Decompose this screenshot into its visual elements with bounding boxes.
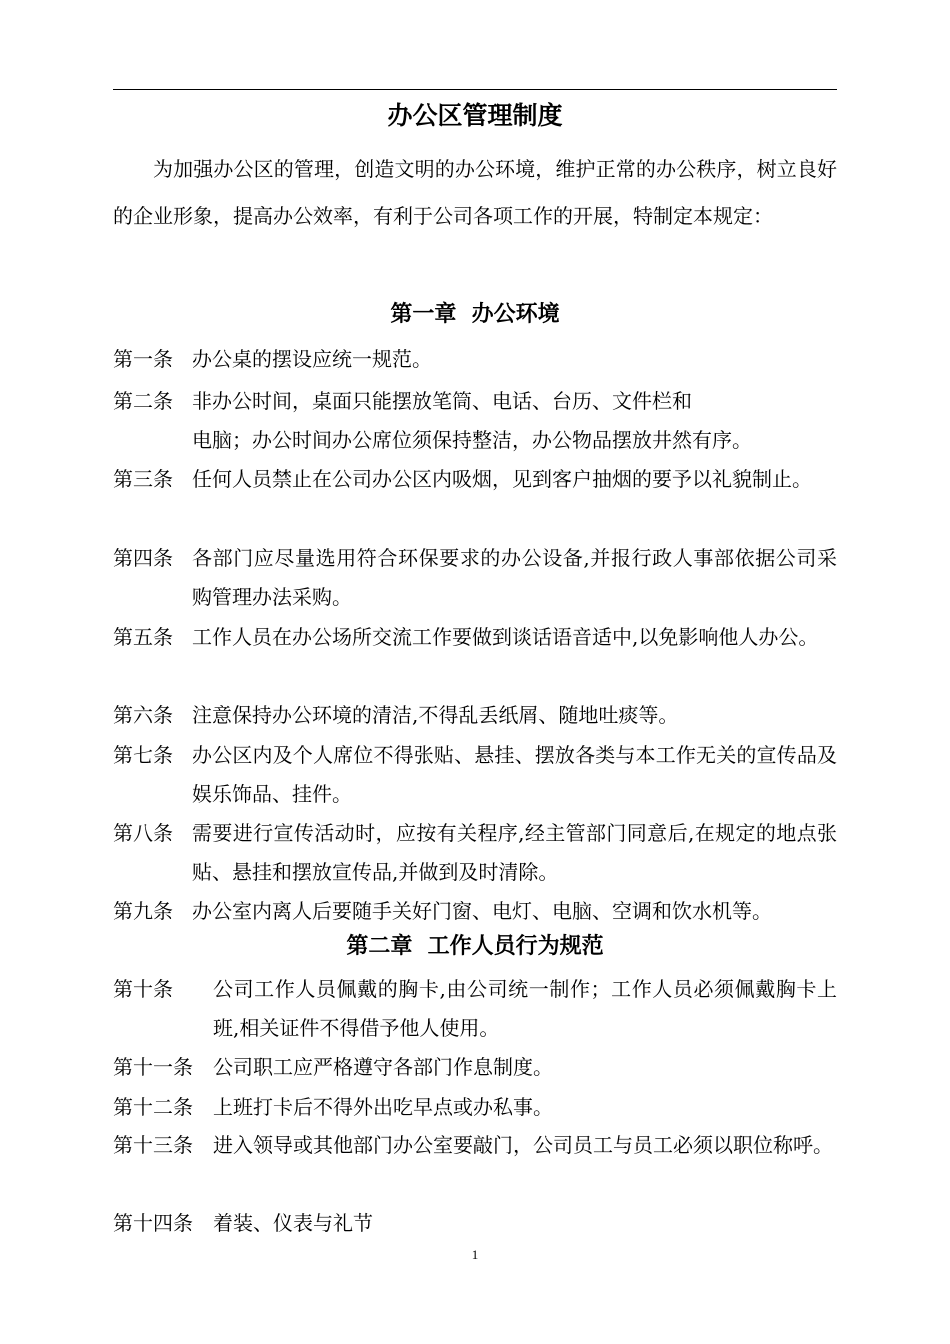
article-text: 各部门应尽量选用符合环保要求的办公设备,并报行政人事部依据公司采购管理办法采购。 xyxy=(192,546,837,609)
page-number: 1 xyxy=(471,1247,479,1262)
article-label: 第十四条 xyxy=(113,1211,193,1235)
article-text-line-2: 电脑；办公时间办公席位须保持整洁，办公物品摆放井然有序。 xyxy=(192,428,752,452)
article-text: 需要进行宣传活动时，应按有关程序,经主管部门同意后,在规定的地点张贴、悬挂和摆放宣传品,并做到及时清除。 xyxy=(192,821,837,884)
article-2 xyxy=(113,382,837,460)
article-label: 第三条 xyxy=(113,467,173,491)
article-6 xyxy=(113,696,837,735)
article-text: 着装、仪表与礼节 xyxy=(213,1211,373,1235)
article-label: 第九条 xyxy=(113,899,173,923)
article-label: 第十三条 xyxy=(113,1133,193,1157)
article-text: 进入领导或其他部门办公室要敲门，公司员工与员工必须以职位称呼。 xyxy=(213,1133,833,1157)
article-12 xyxy=(113,1088,837,1127)
article-5 xyxy=(113,618,837,657)
article-text xyxy=(192,382,837,460)
article-8 xyxy=(113,814,837,892)
article-3 xyxy=(113,460,837,499)
article-text: 办公桌的摆设应统一规范。 xyxy=(192,347,432,371)
article-label: 第十二条 xyxy=(113,1095,193,1119)
article-14 xyxy=(113,1204,837,1243)
article-text: 工作人员在办公场所交流工作要做到谈话语音适中,以免影响他人办公。 xyxy=(192,625,819,649)
article-text: 注意保持办公环境的清洁,不得乱丢纸屑、随地吐痰等。 xyxy=(192,703,679,727)
article-label: 第四条 xyxy=(113,546,173,570)
article-text: 任何人员禁止在公司办公区内吸烟，见到客户抽烟的要予以礼貌制止。 xyxy=(192,467,812,491)
article-text-line-1: 非办公时间，桌面只能摆放笔筒、电话、台历、文件栏和 xyxy=(192,389,692,413)
article-text: 公司工作人员佩戴的胸卡,由公司统一制作；工作人员必须佩戴胸卡上班,相关证件不得借予他人使用。 xyxy=(213,977,837,1040)
article-4 xyxy=(113,539,837,617)
document-title: 办公区管理制度 xyxy=(387,101,563,130)
article-label: 第一条 xyxy=(113,347,173,371)
article-label: 第七条 xyxy=(113,743,173,767)
article-text: 办公室内离人后要随手关好门窗、电灯、电脑、空调和饮水机等。 xyxy=(192,899,772,923)
article-label: 第五条 xyxy=(113,625,173,649)
article-9 xyxy=(113,892,837,931)
intro-paragraph: 为加强办公区的管理，创造文明的办公环境，维护正常的办公秩序，树立良好的企业形象，提高办公效率，有利于公司各项工作的开展，特制定本规定： xyxy=(113,157,837,228)
article-label: 第十条 xyxy=(113,977,173,1001)
article-7 xyxy=(113,736,837,814)
article-text: 办公区内及个人席位不得张贴、悬挂、摆放各类与本工作无关的宣传品及娱乐饰品、挂件。 xyxy=(192,743,837,806)
article-label: 第二条 xyxy=(113,389,173,413)
article-label: 第八条 xyxy=(113,821,173,845)
article-text: 公司职工应严格遵守各部门作息制度。 xyxy=(213,1055,553,1079)
article-11 xyxy=(113,1048,837,1087)
chapter-1-heading: 第一章 办公环境 xyxy=(390,302,560,327)
article-text: 上班打卡后不得外出吃早点或办私事。 xyxy=(213,1095,553,1119)
header-rule xyxy=(113,89,837,90)
article-10 xyxy=(113,970,837,1048)
chapter-2-heading: 第二章 工作人员行为规范 xyxy=(346,934,604,959)
article-13 xyxy=(113,1126,837,1165)
article-label: 第六条 xyxy=(113,703,173,727)
article-1 xyxy=(113,340,837,379)
article-label: 第十一条 xyxy=(113,1055,193,1079)
